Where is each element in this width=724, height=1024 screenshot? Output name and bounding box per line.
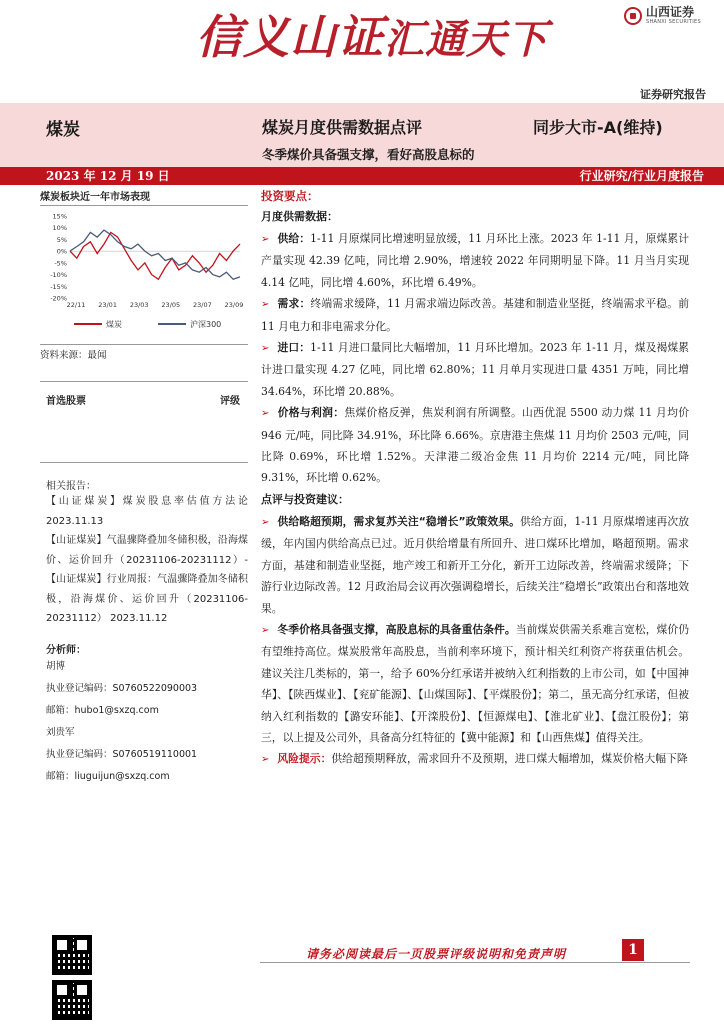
arrow-bullet-icon: ➢ [261, 299, 270, 311]
pick-stocks-table [40, 381, 248, 463]
chart-title: 煤炭板块近一年市场表现 [40, 188, 248, 206]
main-content [261, 187, 689, 771]
rating-column-label: 评级 [220, 396, 240, 407]
report-type: 证券研究报告 [640, 88, 706, 101]
analyst-email[interactable]: 邮箱：liuguijun@sxzq.com [46, 770, 170, 782]
paragraph-text: 焦煤价格反弹，焦炭利润有所调整。山西优混 5500 动力煤 11 月均价 946 元/吨，同比降 34.91%，环比降 6.66%。京唐港主焦煤 11 月均价 2503 元/吨，同比降 0.69%，环比增 1.52%。天津港二级冶金焦 11 月均价 2214 元/吨，同比降 9.31%，环比增 0.62%。 [261, 406, 689, 485]
risk-lead: 风险提示： [277, 752, 332, 766]
sidebar [40, 186, 248, 788]
arrow-bullet-icon: ➢ [261, 343, 270, 355]
disclaimer: 请务必阅读最后一页股票评级说明和免责声明 [306, 947, 567, 961]
x-tick-label: 23/05 [161, 301, 181, 309]
legend-label: 沪深300 [190, 320, 222, 329]
brand-name-en: SHANXI SECURITIES [646, 19, 701, 25]
slogan-part2: 汇通天下 [384, 17, 548, 63]
related-report-item[interactable]: 【山证煤炭】气温骤降叠加冬储积极，沿海煤价、运价回升（20231106-20231112）-【山证煤炭】行业周报：气温骤降叠加冬储积极，沿海煤价、运价回升（20231106-20231112） 2023.11.12 [46, 535, 248, 624]
arrow-bullet-icon: ➢ [261, 624, 270, 636]
paragraph-lead: 价格与利润： [277, 406, 345, 420]
advice-paragraph [261, 619, 689, 748]
y-tick-label: 10% [52, 224, 67, 233]
title-band [0, 103, 724, 167]
brand-name: 山西证券 [646, 5, 695, 19]
paragraph-lead: 需求： [277, 297, 311, 311]
related-reports [40, 492, 248, 629]
arrow-bullet-icon: ➢ [261, 516, 270, 528]
report-title: 煤炭月度供需数据点评 [262, 118, 423, 137]
analyst-name: 刘贵军 [46, 726, 75, 738]
analyst-info [40, 656, 248, 788]
paragraph-text: 供给方面，1-11 月原煤增速再次放缓，年内国内供给高点已过。近月供给增量有所回升、进口煤环比增加，略超预期。需求方面，基建和制造业坚挺，地产竣工和新开工分化，新开工边际改善，终端需求缓降；下游行业边际改善。12 月政治局会议再次强调稳增长，后续关注“稳增长”政策出台和落地效果。 [261, 514, 690, 615]
page-number: 1 [622, 939, 644, 961]
arrow-bullet-icon: ➢ [261, 234, 270, 245]
y-tick-label: -5% [54, 259, 67, 268]
x-tick-label: 23/09 [224, 301, 244, 309]
y-tick-label: -20% [50, 294, 67, 303]
industry-label: 煤炭 [46, 120, 80, 140]
paragraph-text: 终端需求缓降，11 月需求端边际改善。基建和制造业坚挺，终端需求平稳。前 11 月电力和非电需求分化。 [261, 297, 689, 333]
analyst-license: 执业登记编码：S0760519110001 [46, 748, 198, 760]
paragraph-text: 1-11 月原煤同比增速明显放缓，11 月环比上涨。2023 年 1-11 月，原煤累计产量实现 42.39 亿吨，同比增 2.90%，增速较 2022 年同期明显下降。11 月当月实现 4.14 亿吨，同比增 4.60%，环比增 6.49%。 [261, 232, 690, 289]
slogan-part1: 信义山证 [196, 10, 384, 64]
highlights-heading: 投资要点： [261, 189, 319, 203]
market-performance-chart [40, 206, 248, 334]
brand-mark-icon [624, 7, 642, 25]
analyst-label: 分析师： [46, 644, 86, 656]
analyst-name: 胡博 [46, 660, 66, 672]
paragraph-text: 当前煤炭供需关系难言宽松，煤价仍有望维持高位。煤炭股常年高股息，当前利率环境下，预计相关红利资产将获重估机会。建议关注几类标的，第一，给予 60%分红承诺并被纳入红利指数的上市公司，如【中国神华】、【陕西煤业】、【兖矿能源】、【山煤国际】、【平煤股份】；第二，虽无高分红承诺，但被纳入红利指数的【潞安环能】、【开滦股份】、【恒源煤电】、【淮北矿业】、【盘江股份】；第三，以上提及公司外，具备高分红特征的【冀中能源】和【山西焦煤】值得关注。 [261, 622, 690, 744]
y-tick-label: 0% [56, 247, 67, 256]
analyst-license: 执业登记编码：S0760522090003 [46, 682, 198, 694]
footer-divider [260, 962, 690, 963]
related-report-item[interactable]: 【山证煤炭】煤炭股息率估值方法论 2023.11.13 [46, 496, 248, 527]
x-tick-label: 23/03 [129, 301, 149, 309]
series-line-煤炭 [70, 232, 240, 279]
y-tick-label: 15% [52, 212, 67, 221]
paragraph-lead: 冬季价格具备强支撑，高股息标的具备重估条件。 [277, 622, 516, 636]
paragraph-lead: 供给略超预期，需求复苏关注“稳增长”政策效果。 [277, 514, 521, 528]
brand-logo [624, 6, 701, 25]
paragraph-lead: 供给： [277, 232, 311, 245]
arrow-bullet-icon: ➢ [261, 754, 270, 766]
industry-rating: 同步大市-A(维持) [533, 118, 663, 137]
legend-label: 煤炭 [106, 320, 122, 329]
paragraph-text: 1-11 月进口量同比大幅增加，11 月环比增加。2023 年 1-11 月，煤及褐煤累计进口量实现 4.27 亿吨，同比增 62.80%；11 月单月实现进口量 4351 万吨，同比增 34.64%，环比增 20.88%。 [261, 341, 690, 398]
y-tick-label: -15% [50, 282, 67, 291]
y-tick-label: -10% [50, 271, 67, 280]
x-tick-label: 23/01 [98, 301, 117, 309]
report-date: 2023 年 12 月 19 日 [46, 169, 170, 183]
report-category: 行业研究/行业月度报告 [579, 169, 704, 183]
series-line-沪深300 [70, 230, 240, 279]
y-tick-label: 5% [56, 235, 67, 244]
x-tick-label: 22/11 [66, 301, 86, 309]
related-reports-label: 相关报告： [46, 481, 96, 492]
header-banner [0, 0, 724, 100]
advice-paragraph [261, 511, 689, 619]
price-profit-paragraph [261, 402, 689, 489]
slogan [196, 10, 548, 64]
supply-demand-heading: 月度供需数据： [261, 210, 338, 223]
chart-source: 资料来源：最闻 [40, 344, 248, 361]
pick-stocks-label: 首选股票 [46, 396, 86, 407]
x-tick-label: 23/07 [193, 301, 212, 309]
risk-text: 供给超预期释放，需求回升不及预期，进口煤大幅增加，煤炭价格大幅下降 [331, 752, 688, 766]
arrow-bullet-icon: ➢ [261, 408, 270, 420]
supply-paragraph [261, 228, 689, 293]
risk-paragraph [261, 748, 689, 770]
analyst-email[interactable]: 邮箱：hubo1@sxzq.com [46, 704, 159, 716]
qr-code-icon [52, 980, 92, 1020]
report-subtitle: 冬季煤价具备强支撑，看好高股息标的 [262, 147, 475, 162]
chart-svg [40, 206, 248, 334]
advice-heading: 点评与投资建议： [261, 492, 349, 506]
qr-code-icon [52, 935, 92, 975]
demand-paragraph [261, 293, 689, 337]
paragraph-lead: 进口： [277, 341, 311, 355]
import-paragraph [261, 337, 689, 402]
info-bar [0, 167, 724, 185]
